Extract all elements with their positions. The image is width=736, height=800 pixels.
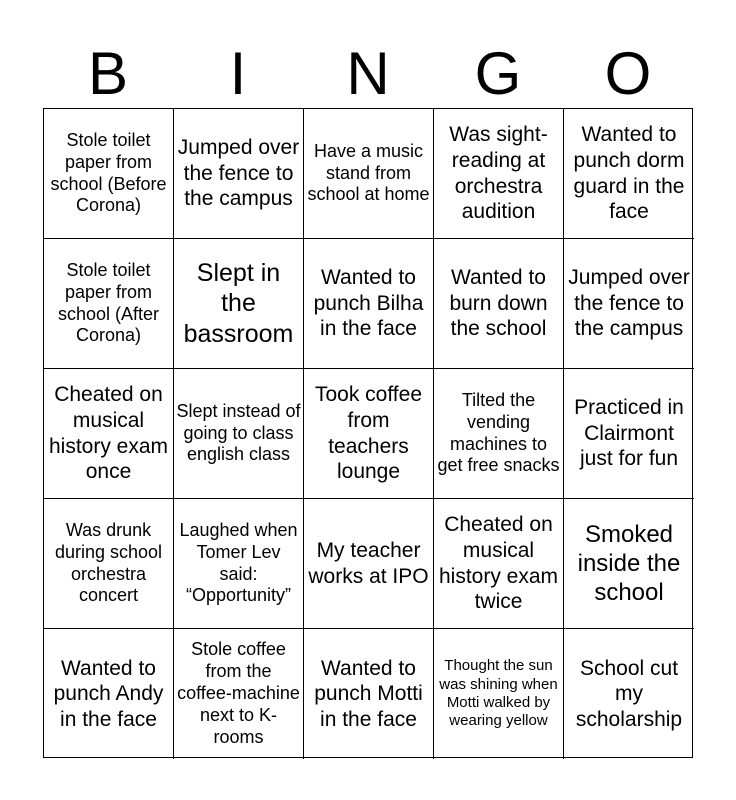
bingo-cell[interactable]: Slept instead of going to class english class: [174, 369, 304, 499]
bingo-cell[interactable]: Was drunk during school orchestra concert: [44, 499, 174, 629]
bingo-cell[interactable]: Wanted to punch Motti in the face: [304, 629, 434, 759]
bingo-cell[interactable]: Jumped over the fence to the campus: [174, 109, 304, 239]
bingo-cell[interactable]: Smoked inside the school: [564, 499, 694, 629]
bingo-cell[interactable]: Stole toilet paper from school (Before Corona): [44, 109, 174, 239]
bingo-cell[interactable]: Thought the sun was shining when Motti walked by wearing yellow: [434, 629, 564, 759]
bingo-cell[interactable]: Slept in the bassroom: [174, 239, 304, 369]
bingo-cell[interactable]: Wanted to burn down the school: [434, 239, 564, 369]
bingo-cell[interactable]: Wanted to punch Andy in the face: [44, 629, 174, 759]
bingo-cell[interactable]: Wanted to punch dorm guard in the face: [564, 109, 694, 239]
bingo-board: [43, 108, 693, 758]
bingo-cell[interactable]: Jumped over the fence to the campus: [564, 239, 694, 369]
bingo-cell[interactable]: Took coffee from teachers lounge: [304, 369, 434, 499]
bingo-cell[interactable]: Practiced in Clairmont just for fun: [564, 369, 694, 499]
bingo-cell[interactable]: Stole toilet paper from school (After Corona): [44, 239, 174, 369]
bingo-cell[interactable]: My teacher works at IPO: [304, 499, 434, 629]
bingo-cell[interactable]: Laughed when Tomer Lev said: “Opportunity”: [174, 499, 304, 629]
header-letter-o: O: [604, 40, 652, 107]
header-letter-n: N: [346, 40, 390, 107]
bingo-cell[interactable]: Wanted to punch Bilha in the face: [304, 239, 434, 369]
bingo-cell[interactable]: Tilted the vending machines to get free snacks: [434, 369, 564, 499]
bingo-cell[interactable]: School cut my scholarship: [575, 656, 683, 731]
header-letter-g: G: [474, 40, 522, 107]
header-letter-i: I: [229, 40, 247, 107]
bingo-cell[interactable]: Stole coffee from the coffee-machine next to K-rooms: [174, 629, 304, 759]
bingo-header: [43, 40, 693, 108]
bingo-cell[interactable]: Was sight-reading at orchestra audition: [434, 109, 564, 239]
header-letter-b: B: [87, 40, 129, 107]
bingo-cell[interactable]: Cheated on musical history exam twice: [434, 499, 564, 629]
bingo-cell[interactable]: Cheated on musical history exam once: [44, 369, 174, 499]
bingo-cell[interactable]: Have a music stand from school at home: [304, 109, 434, 239]
